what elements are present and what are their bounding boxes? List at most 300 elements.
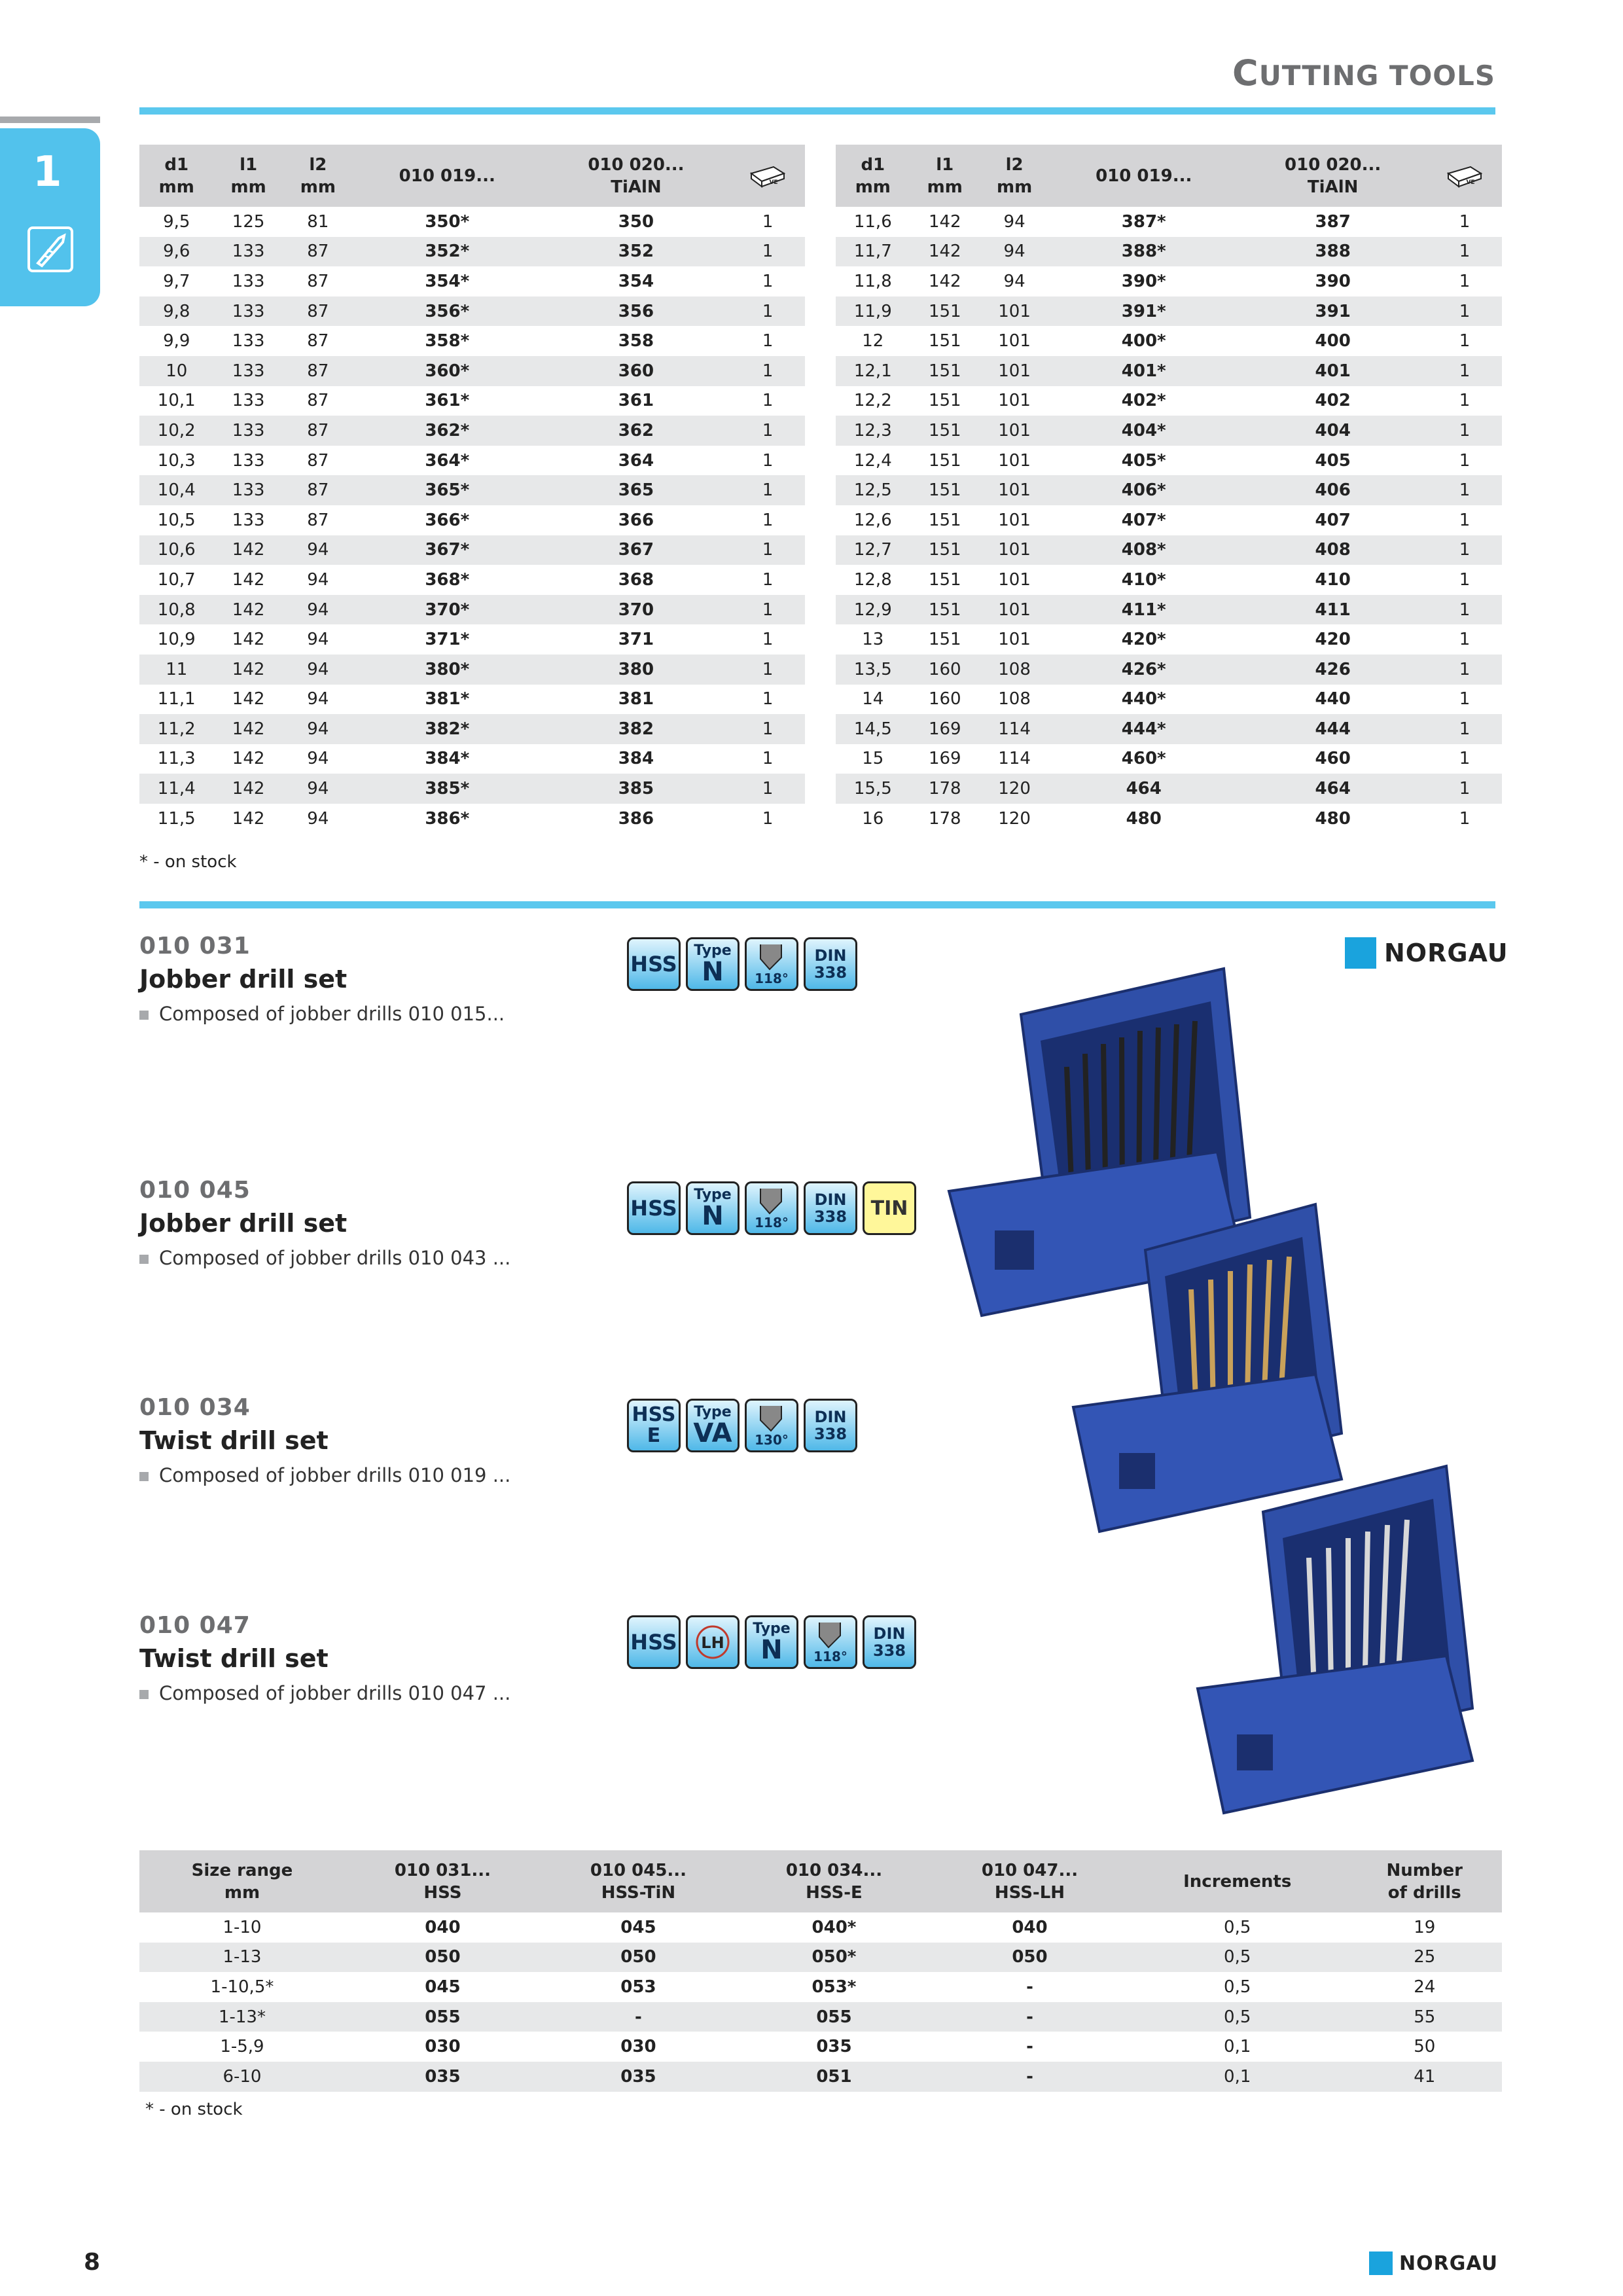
column-header-label: d1 [164, 154, 189, 175]
table-cell: 460 [1315, 749, 1351, 769]
table-cell: 354 [618, 271, 654, 291]
product-010-034[interactable] [139, 1394, 510, 1486]
table-cell: 1 [1427, 237, 1502, 267]
table-cell: 142 [213, 714, 283, 744]
table-row [139, 774, 805, 804]
table-cell: 030 [425, 2037, 461, 2057]
table-cell: 1 [1427, 475, 1502, 505]
product-010-031[interactable] [139, 933, 505, 1025]
table-cell: 160 [928, 689, 961, 709]
section-title: CUTTING TOOLS [1232, 52, 1495, 94]
table-cell: 87 [283, 416, 353, 446]
table-row [836, 595, 1502, 625]
table-cell: 400 [1315, 331, 1351, 351]
stock-note: * - on stock [139, 852, 237, 872]
column-header-unit: mm [158, 177, 194, 197]
table-cell: 390* [1121, 271, 1166, 291]
table-cell: 464 [1049, 774, 1238, 804]
table-cell: 142 [213, 535, 283, 565]
table-cell: 13,5 [836, 655, 910, 685]
table-header-row [836, 145, 1502, 207]
product-description: Composed of jobber drills 010 043 ... [139, 1247, 510, 1269]
table-cell: 358* [425, 331, 470, 351]
table-cell: 11 [139, 655, 213, 685]
table-cell: 368 [618, 569, 654, 590]
table-cell: 12,7 [836, 535, 910, 565]
svg-text:VE: VE [1466, 179, 1475, 186]
table-row [836, 237, 1502, 267]
table-header-row [139, 145, 805, 207]
table-row [836, 475, 1502, 505]
table-cell: 1 [1459, 749, 1471, 769]
table-cell: 1 [730, 535, 805, 565]
table-cell: 151 [910, 475, 980, 505]
table-row [139, 804, 805, 834]
svg-text:VE: VE [769, 179, 778, 186]
table-cell: 1 [762, 808, 774, 829]
table-cell: 10,5 [157, 510, 196, 530]
table-cell: 1 [730, 774, 805, 804]
brand-name: NORGAU [1384, 939, 1508, 967]
table-row [139, 505, 805, 535]
stock-note: * - on stock [145, 2100, 243, 2119]
table-row [836, 565, 1502, 595]
table-cell: 367* [353, 535, 542, 565]
column-header-label: 010 020... [588, 154, 685, 175]
table-cell: 1 [1459, 630, 1471, 650]
table-row [836, 714, 1502, 744]
table-cell: 1 [762, 211, 774, 232]
table-cell: 401 [1238, 356, 1427, 386]
table-row [836, 326, 1502, 356]
column-header-label: 010 020... [1285, 154, 1382, 175]
table-cell: 142 [213, 655, 283, 685]
table-cell: 1 [1459, 808, 1471, 829]
table-cell: 1 [1459, 510, 1471, 530]
table-cell: 94 [283, 714, 353, 744]
table-cell: 1 [1459, 689, 1471, 709]
table-row [836, 774, 1502, 804]
bullet-icon [139, 1011, 149, 1020]
ve-packing-icon [749, 164, 787, 188]
table-cell: 1 [1427, 714, 1502, 744]
table-cell: 133 [232, 450, 265, 471]
table-cell: 391 [1238, 296, 1427, 327]
column-header-unit: HSS-E [806, 1882, 863, 1903]
table-cell: 9,5 [163, 211, 190, 232]
table-cell: 385 [542, 774, 731, 804]
table-cell: 1 [730, 655, 805, 685]
table-cell: 142 [232, 689, 265, 709]
product-010-047[interactable] [139, 1612, 510, 1704]
table-cell: 1 [762, 569, 774, 590]
table-cell: 410 [1315, 569, 1351, 590]
table-cell: 94 [307, 630, 329, 650]
table-cell: 9,7 [163, 271, 190, 291]
column-header [541, 1850, 736, 1912]
table-cell: 381 [618, 689, 654, 709]
table-cell: 1 [730, 237, 805, 267]
table-cell: 1 [762, 450, 774, 471]
column-header-label: l1 [240, 154, 258, 175]
table-cell: 361* [425, 391, 470, 411]
table-cell: 050 [345, 1943, 541, 1973]
product-name: Jobber drill set [139, 965, 348, 994]
column-header [1128, 1850, 1347, 1912]
product-code: 010 031 [139, 933, 251, 960]
table-cell: 1 [1427, 655, 1502, 685]
table-cell: 11,3 [157, 749, 196, 769]
table-cell: 382* [353, 714, 542, 744]
table-header-row [139, 1850, 1502, 1912]
table-cell: 030 [620, 2037, 656, 2057]
table-cell: 12,4 [853, 450, 892, 471]
point-angle-icon: 130° [745, 1399, 798, 1452]
type-icon: Type N [686, 937, 740, 991]
table-cell: 101 [980, 416, 1049, 446]
product-description: Composed of jobber drills 010 019 ... [139, 1464, 510, 1486]
table-row [139, 2032, 1502, 2062]
table-cell: 94 [307, 569, 329, 590]
product-description: Composed of jobber drills 010 015... [139, 1003, 505, 1025]
table-cell: 94 [1003, 271, 1026, 291]
point-angle-icon: 118° [745, 1181, 798, 1235]
drill-set-table [139, 1850, 1502, 2092]
table-cell: 101 [980, 595, 1049, 625]
column-header [736, 1850, 932, 1912]
point-angle-icon: 118° [804, 1615, 857, 1669]
table-cell: 350 [618, 211, 654, 232]
table-cell: 045 [620, 1917, 656, 1937]
table-cell: 10 [139, 356, 213, 386]
table-cell: 1 [1427, 296, 1502, 327]
table-cell: 480 [1126, 808, 1162, 829]
table-cell: 81 [307, 211, 329, 232]
table-cell: - [932, 2002, 1128, 2032]
column-header-label: l2 [1005, 154, 1024, 175]
table-cell: 120 [998, 808, 1031, 829]
table-cell: - [1026, 1977, 1033, 1997]
table-cell: 050 [932, 1943, 1128, 1973]
drill-size-table-right [836, 145, 1502, 833]
table-cell: 11,2 [139, 714, 213, 744]
table-cell: 384 [618, 749, 654, 769]
table-cell: 356 [542, 296, 731, 327]
table-cell: 364* [425, 450, 470, 471]
table-cell: 10,3 [157, 450, 196, 471]
table-cell: 11,9 [836, 296, 910, 327]
product-description: Composed of jobber drills 010 047 ... [139, 1682, 510, 1704]
table-cell: 12,3 [836, 416, 910, 446]
table-cell: 1 [762, 271, 774, 291]
top-divider [139, 107, 1495, 115]
table-cell: 1-10,5* [210, 1977, 274, 1997]
table-row [836, 505, 1502, 535]
table-cell: 366* [425, 510, 470, 530]
table-cell: 101 [998, 331, 1031, 351]
table-cell: 142 [232, 630, 265, 650]
brand-logo [1345, 937, 1508, 969]
column-header-unit: mm [855, 177, 891, 197]
table-cell: 040 [1012, 1917, 1048, 1937]
table-cell: 94 [307, 749, 329, 769]
column-header [1049, 145, 1238, 207]
table-cell: 19 [1414, 1917, 1436, 1937]
table-row [836, 296, 1502, 327]
product-code: 010 047 [139, 1612, 251, 1639]
table-cell: 12,5 [836, 475, 910, 505]
column-header [1427, 145, 1502, 207]
table-cell: 380 [542, 655, 731, 685]
table-cell: 11,4 [139, 774, 213, 804]
column-header-label: 010 045... [590, 1860, 687, 1880]
din-icon: DIN 338 [804, 937, 857, 991]
column-header [730, 145, 805, 207]
column-header-label: 010 034... [785, 1860, 883, 1880]
table-cell: 1 [730, 475, 805, 505]
table-row [836, 655, 1502, 685]
table-cell: 352* [353, 237, 542, 267]
table-cell: 12,8 [853, 569, 892, 590]
table-row [139, 416, 805, 446]
table-cell: 0,5 [1128, 1943, 1347, 1973]
table-cell: 388* [1049, 237, 1238, 267]
table-cell: 101 [998, 450, 1031, 471]
table-cell: 108 [998, 689, 1031, 709]
table-cell: 94 [283, 655, 353, 685]
table-cell: 11,1 [157, 689, 196, 709]
table-cell: 051 [736, 2062, 932, 2092]
table-cell: 1 [1427, 535, 1502, 565]
table-row [139, 475, 805, 505]
hss-icon: HSS [627, 1615, 681, 1669]
table-cell: 352 [542, 237, 731, 267]
table-cell: 055 [736, 2002, 932, 2032]
table-row [836, 416, 1502, 446]
page-number: 8 [84, 2249, 101, 2276]
table-cell: 407* [1121, 510, 1166, 530]
table-cell: 370* [353, 595, 542, 625]
table-cell: 444 [1238, 714, 1427, 744]
table-cell: 10,9 [157, 630, 196, 650]
column-header [213, 145, 283, 207]
table-cell: 12,1 [836, 356, 910, 386]
table-row [139, 595, 805, 625]
table-cell: 362 [542, 416, 731, 446]
table-cell: 362* [353, 416, 542, 446]
table-cell: 1 [1427, 595, 1502, 625]
table-cell: 10,7 [157, 569, 196, 590]
table-cell: 101 [998, 391, 1031, 411]
table-cell: 14 [862, 689, 884, 709]
column-header-unit: HSS [423, 1882, 462, 1903]
chapter-tab[interactable] [0, 128, 100, 306]
table-cell: 365* [353, 475, 542, 505]
table-row [139, 714, 805, 744]
table-row [139, 744, 805, 774]
table-cell: 1 [762, 331, 774, 351]
table-cell: 151 [910, 416, 980, 446]
table-row [139, 356, 805, 386]
table-cell: 178 [928, 808, 961, 829]
table-cell: 035 [541, 2062, 736, 2092]
table-cell: 1-5,9 [220, 2037, 264, 2057]
table-cell: 388 [1238, 237, 1427, 267]
table-cell: 1 [762, 749, 774, 769]
column-header-label: d1 [861, 154, 885, 175]
table-cell: 94 [307, 808, 329, 829]
table-row [139, 237, 805, 267]
brand-square [1369, 2251, 1393, 2275]
table-cell: 101 [980, 535, 1049, 565]
table-row [836, 266, 1502, 296]
table-cell: 94 [283, 595, 353, 625]
table-cell: 1-13* [139, 2002, 345, 2032]
point-angle-icon: 118° [745, 937, 798, 991]
table-cell: 385* [353, 774, 542, 804]
table-cell: 1 [1427, 356, 1502, 386]
table-cell: 1 [1459, 569, 1471, 590]
table-cell: 404 [1238, 416, 1427, 446]
column-header [1347, 1850, 1502, 1912]
table-cell: 426 [1238, 655, 1427, 685]
table-row [139, 2062, 1502, 2092]
table-cell: 055 [345, 2002, 541, 2032]
table-cell: 384* [425, 749, 470, 769]
column-header [345, 1850, 541, 1912]
spec-icons [627, 1399, 857, 1452]
table-cell: 420 [1315, 630, 1351, 650]
table-cell: 426* [1049, 655, 1238, 685]
table-row [139, 266, 805, 296]
table-row [836, 207, 1502, 237]
table-cell: 045 [425, 1977, 461, 1997]
column-header [910, 145, 980, 207]
table-cell: 368* [425, 569, 470, 590]
table-cell: 55 [1347, 2002, 1502, 2032]
din-icon: DIN 338 [863, 1615, 916, 1669]
column-header [542, 145, 731, 207]
table-row [836, 804, 1502, 834]
column-header-unit: mm [300, 177, 336, 197]
table-cell: 1 [1459, 271, 1471, 291]
table-cell: 87 [307, 510, 329, 530]
brand-square [1345, 937, 1376, 969]
table-cell: 390 [1315, 271, 1351, 291]
product-name: Jobber drill set [139, 1209, 348, 1238]
table-cell: 133 [232, 331, 265, 351]
table-cell: 406* [1049, 475, 1238, 505]
table-cell: 358 [618, 331, 654, 351]
table-cell: 356* [353, 296, 542, 327]
table-cell: 101 [998, 569, 1031, 590]
table-cell: 13 [862, 630, 884, 650]
table-cell: 151 [928, 450, 961, 471]
side-marker [0, 117, 100, 123]
table-cell: 142 [232, 749, 265, 769]
column-header-unit: HSS-LH [994, 1882, 1065, 1903]
hss-icon: HSS [627, 937, 681, 991]
table-cell: 1 [730, 296, 805, 327]
table-row [139, 1943, 1502, 1973]
table-cell: 151 [928, 569, 961, 590]
table-cell: 1 [762, 510, 774, 530]
table-cell: 87 [307, 331, 329, 351]
table-cell: 1 [1427, 416, 1502, 446]
din-icon: DIN 338 [804, 1399, 857, 1452]
table-row [139, 296, 805, 327]
table-cell: 151 [910, 535, 980, 565]
table-row [139, 446, 805, 476]
column-header-label: l1 [936, 154, 954, 175]
column-header [836, 145, 910, 207]
product-010-045[interactable] [139, 1177, 510, 1269]
table-cell: 16 [862, 808, 884, 829]
footer-brand-logo [1369, 2251, 1498, 2275]
table-cell: 0,5 [1224, 1917, 1251, 1937]
table-cell: 371* [425, 630, 470, 650]
type-icon: Type N [686, 1181, 740, 1235]
table-cell: 87 [283, 296, 353, 327]
table-row [836, 744, 1502, 774]
table-cell: 402* [1121, 391, 1166, 411]
product-name: Twist drill set [139, 1644, 329, 1673]
column-header-label: 010 019... [399, 166, 495, 186]
table-cell: 9,6 [139, 237, 213, 267]
ve-packing-icon [1446, 164, 1484, 188]
table-cell: 364 [618, 450, 654, 471]
table-cell: 11,7 [836, 237, 910, 267]
bullet-icon [139, 1690, 149, 1699]
table-cell: 386 [618, 808, 654, 829]
table-cell: 12,6 [853, 510, 892, 530]
table-cell: 142 [213, 595, 283, 625]
table-cell: 10,2 [139, 416, 213, 446]
hss-icon: HSS [627, 1181, 681, 1235]
table-cell: 50 [1414, 2037, 1436, 2057]
column-header-label: 010 031... [394, 1860, 491, 1880]
table-cell: 050* [736, 1943, 932, 1973]
table-row [139, 655, 805, 685]
table-cell: 142 [232, 569, 265, 590]
table-cell: 0,1 [1128, 2062, 1347, 2092]
brand-name: NORGAU [1399, 2251, 1498, 2275]
table-cell: 101 [980, 356, 1049, 386]
table-cell: 14,5 [836, 714, 910, 744]
table-cell: 1 [762, 391, 774, 411]
table-cell: 380* [353, 655, 542, 685]
table-cell: 1 [762, 689, 774, 709]
column-header [932, 1850, 1128, 1912]
table-cell: 387 [1315, 211, 1351, 232]
table-cell: 133 [213, 356, 283, 386]
table-cell: 040* [812, 1917, 857, 1937]
table-cell: 444* [1049, 714, 1238, 744]
table-cell: 142 [910, 237, 980, 267]
table-cell: 108 [980, 655, 1049, 685]
table-cell: 382 [542, 714, 731, 744]
table-cell: 15,5 [836, 774, 910, 804]
table-cell: 133 [213, 416, 283, 446]
table-row [836, 535, 1502, 565]
table-cell: 464 [1238, 774, 1427, 804]
table-cell: 142 [928, 211, 961, 232]
product-code: 010 034 [139, 1394, 251, 1421]
table-cell: 169 [928, 749, 961, 769]
table-cell: - [1026, 2037, 1033, 2057]
column-header-unit: TiAlN [1307, 177, 1359, 197]
table-cell: 94 [1003, 211, 1026, 232]
